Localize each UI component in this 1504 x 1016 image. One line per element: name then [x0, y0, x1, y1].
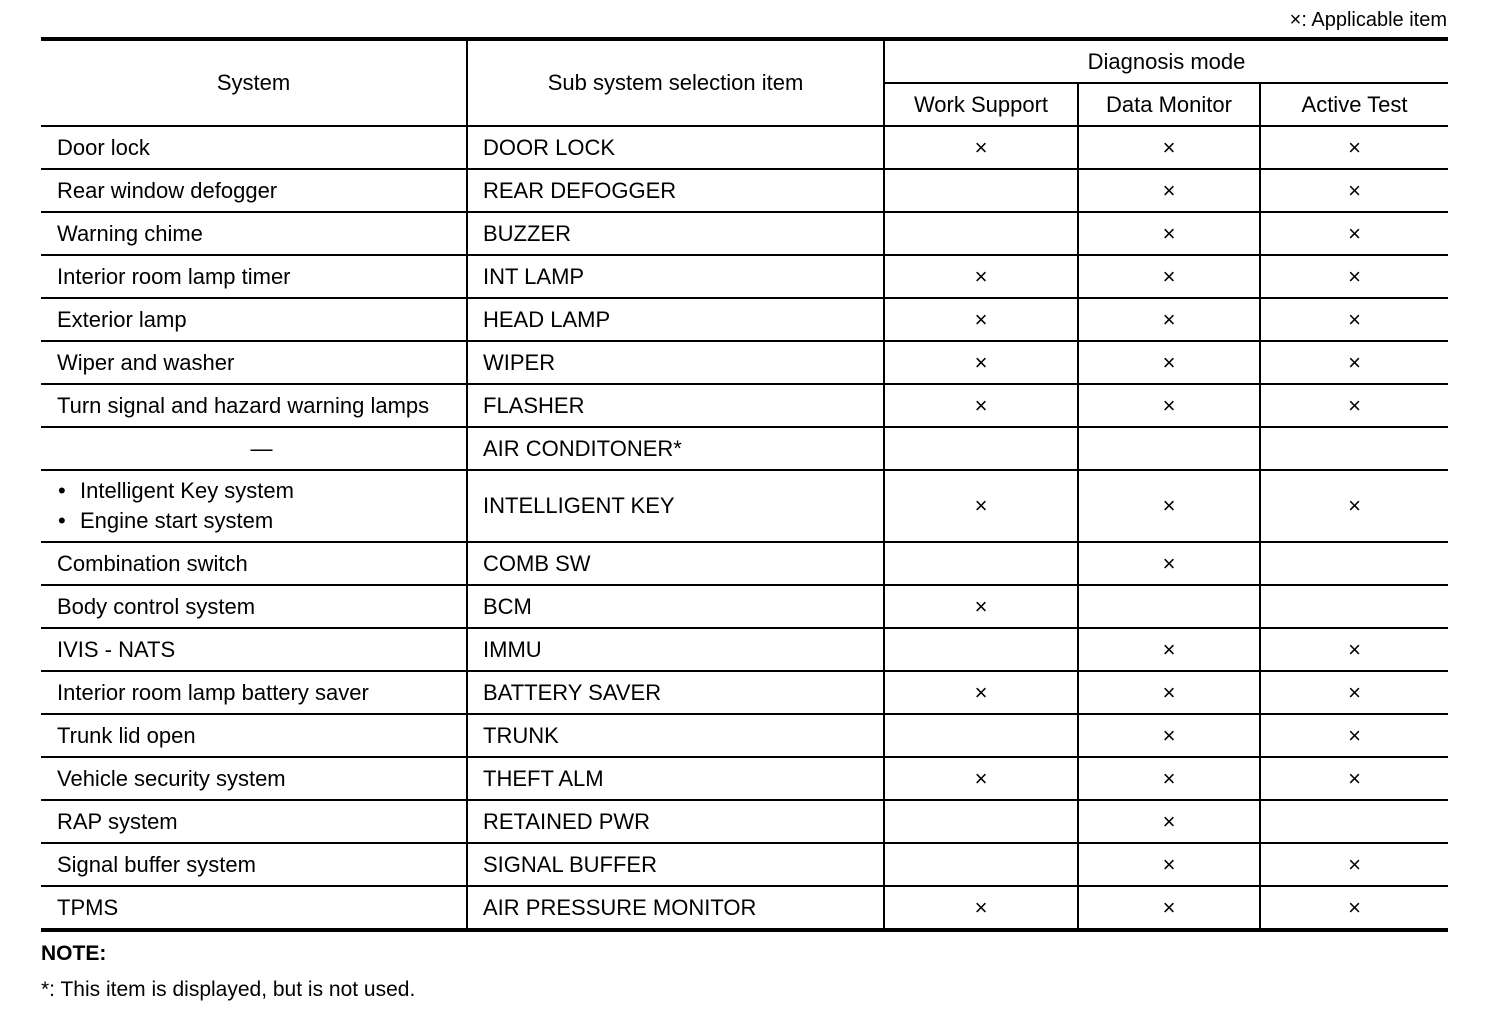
sub-system-cell: AIR PRESSURE MONITOR: [467, 886, 884, 930]
bullet-dot-icon: •: [58, 508, 66, 533]
applicable-item-legend: ×: Applicable item: [1289, 9, 1447, 31]
active-test-mark: ×: [1260, 757, 1448, 800]
system-bullet-list: [57, 476, 466, 536]
work-support-mark: ×: [884, 126, 1078, 169]
system-cell: —: [41, 427, 467, 470]
work-support-mark: [884, 427, 1078, 470]
system-bullet-text: Intelligent Key system: [80, 478, 294, 503]
system-cell: Exterior lamp: [41, 298, 467, 341]
system-bullet-text: Engine start system: [80, 508, 274, 533]
system-cell: Combination switch: [41, 542, 467, 585]
system-cell: Signal buffer system: [41, 843, 467, 886]
sub-system-cell: DOOR LOCK: [467, 126, 884, 169]
active-test-mark: ×: [1260, 212, 1448, 255]
table-row: [41, 384, 1448, 427]
sub-system-cell: WIPER: [467, 341, 884, 384]
system-cell: Vehicle security system: [41, 757, 467, 800]
data-monitor-mark: ×: [1078, 714, 1260, 757]
sub-system-cell: INT LAMP: [467, 255, 884, 298]
active-test-mark: ×: [1260, 169, 1448, 212]
sub-system-cell: RETAINED PWR: [467, 800, 884, 843]
sub-system-cell: IMMU: [467, 628, 884, 671]
sub-system-cell: AIR CONDITONER*: [467, 427, 884, 470]
note-text: *: This item is displayed, but is not used.: [41, 978, 416, 1001]
work-support-mark: ×: [884, 470, 1078, 542]
data-monitor-mark: ×: [1078, 671, 1260, 714]
data-monitor-mark: ×: [1078, 542, 1260, 585]
active-test-mark: [1260, 427, 1448, 470]
work-support-mark: [884, 542, 1078, 585]
table-row: [41, 169, 1448, 212]
work-support-mark: ×: [884, 886, 1078, 930]
active-test-mark: ×: [1260, 470, 1448, 542]
system-bullet-item: [57, 476, 466, 506]
header-work-support: Work Support: [884, 83, 1078, 126]
system-cell: Turn signal and hazard warning lamps: [41, 384, 467, 427]
work-support-mark: [884, 714, 1078, 757]
table-row: [41, 542, 1448, 585]
active-test-mark: [1260, 585, 1448, 628]
system-cell: Trunk lid open: [41, 714, 467, 757]
system-cell: Door lock: [41, 126, 467, 169]
data-monitor-mark: ×: [1078, 843, 1260, 886]
system-cell: TPMS: [41, 886, 467, 930]
sub-system-cell: INTELLIGENT KEY: [467, 470, 884, 542]
work-support-mark: ×: [884, 671, 1078, 714]
work-support-mark: [884, 628, 1078, 671]
active-test-mark: ×: [1260, 628, 1448, 671]
data-monitor-mark: [1078, 585, 1260, 628]
sub-system-cell: BUZZER: [467, 212, 884, 255]
sub-system-cell: BCM: [467, 585, 884, 628]
active-test-mark: [1260, 800, 1448, 843]
table-row: [41, 126, 1448, 169]
data-monitor-mark: ×: [1078, 384, 1260, 427]
sub-system-cell: BATTERY SAVER: [467, 671, 884, 714]
active-test-mark: ×: [1260, 714, 1448, 757]
work-support-mark: [884, 800, 1078, 843]
table-row: [41, 212, 1448, 255]
active-test-mark: ×: [1260, 126, 1448, 169]
work-support-mark: [884, 843, 1078, 886]
diagnosis-mode-table: [41, 37, 1448, 932]
sub-system-cell: THEFT ALM: [467, 757, 884, 800]
sub-system-cell: COMB SW: [467, 542, 884, 585]
system-cell: [41, 470, 467, 542]
active-test-mark: ×: [1260, 843, 1448, 886]
active-test-mark: [1260, 542, 1448, 585]
sub-system-cell: SIGNAL BUFFER: [467, 843, 884, 886]
sub-system-cell: REAR DEFOGGER: [467, 169, 884, 212]
table-row: [41, 757, 1448, 800]
table-row: [41, 843, 1448, 886]
sub-system-cell: HEAD LAMP: [467, 298, 884, 341]
work-support-mark: ×: [884, 341, 1078, 384]
sub-system-cell: FLASHER: [467, 384, 884, 427]
header-system: System: [41, 39, 467, 126]
work-support-mark: ×: [884, 255, 1078, 298]
data-monitor-mark: ×: [1078, 628, 1260, 671]
data-monitor-mark: ×: [1078, 169, 1260, 212]
data-monitor-mark: ×: [1078, 470, 1260, 542]
table-row: [41, 714, 1448, 757]
active-test-mark: ×: [1260, 341, 1448, 384]
work-support-mark: ×: [884, 585, 1078, 628]
header-sub-system: Sub system selection item: [467, 39, 884, 126]
table-row: [41, 628, 1448, 671]
table-row: [41, 585, 1448, 628]
table-row: [41, 298, 1448, 341]
active-test-mark: ×: [1260, 671, 1448, 714]
data-monitor-mark: ×: [1078, 886, 1260, 930]
system-cell: Interior room lamp battery saver: [41, 671, 467, 714]
system-cell: Wiper and washer: [41, 341, 467, 384]
table-row: [41, 427, 1448, 470]
work-support-mark: ×: [884, 757, 1078, 800]
table-row: [41, 470, 1448, 542]
data-monitor-mark: ×: [1078, 800, 1260, 843]
active-test-mark: ×: [1260, 298, 1448, 341]
work-support-mark: ×: [884, 298, 1078, 341]
data-monitor-mark: ×: [1078, 341, 1260, 384]
work-support-mark: ×: [884, 384, 1078, 427]
header-active-test: Active Test: [1260, 83, 1448, 126]
table-row: [41, 255, 1448, 298]
system-cell: Interior room lamp timer: [41, 255, 467, 298]
table-row: [41, 886, 1448, 930]
header-data-monitor: Data Monitor: [1078, 83, 1260, 126]
table-row: [41, 671, 1448, 714]
data-monitor-mark: [1078, 427, 1260, 470]
table-row: [41, 341, 1448, 384]
work-support-mark: [884, 212, 1078, 255]
active-test-mark: ×: [1260, 255, 1448, 298]
active-test-mark: ×: [1260, 384, 1448, 427]
system-cell: Body control system: [41, 585, 467, 628]
data-monitor-mark: ×: [1078, 757, 1260, 800]
system-cell: IVIS - NATS: [41, 628, 467, 671]
header-diagnosis-mode: Diagnosis mode: [884, 39, 1448, 83]
sub-system-cell: TRUNK: [467, 714, 884, 757]
data-monitor-mark: ×: [1078, 298, 1260, 341]
data-monitor-mark: ×: [1078, 126, 1260, 169]
system-bullet-item: [57, 506, 466, 536]
table-body: [41, 126, 1448, 930]
system-cell: Rear window defogger: [41, 169, 467, 212]
system-cell: RAP system: [41, 800, 467, 843]
work-support-mark: [884, 169, 1078, 212]
active-test-mark: ×: [1260, 886, 1448, 930]
system-cell: Warning chime: [41, 212, 467, 255]
bullet-dot-icon: •: [58, 478, 66, 503]
data-monitor-mark: ×: [1078, 212, 1260, 255]
note-title: NOTE:: [41, 942, 107, 965]
table-row: [41, 800, 1448, 843]
data-monitor-mark: ×: [1078, 255, 1260, 298]
